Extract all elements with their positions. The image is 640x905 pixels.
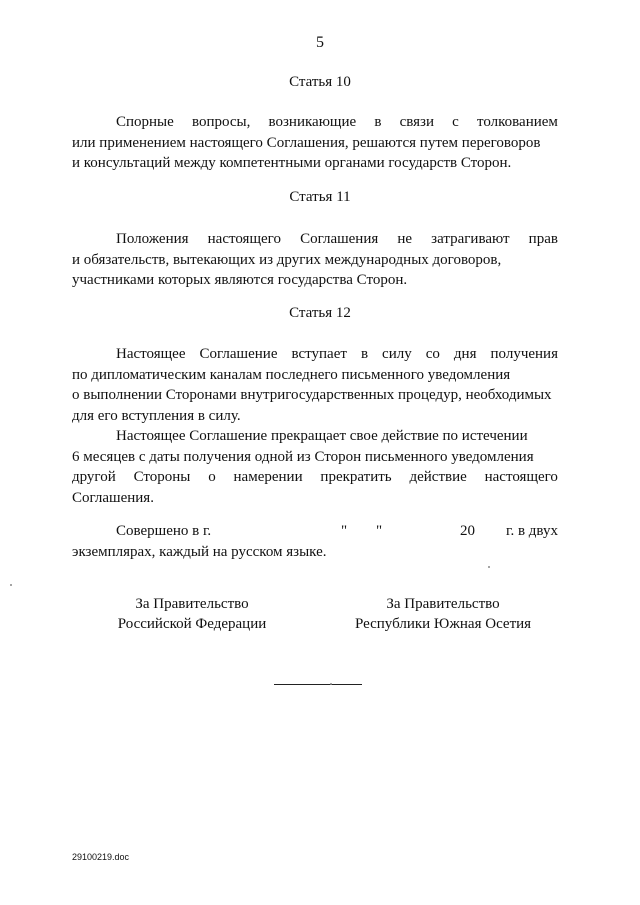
done-suffix: г. в двух [506,523,558,539]
footer-filename: 29100219.doc [72,852,130,862]
article-12-p1-line-2: по дипломатическим каналам последнего письменного уведомления [72,366,511,383]
article-12-p2-line-1: Настоящее Соглашение прекращает свое действие по истечении [116,428,528,444]
article-12-p2-line-3: другой Стороны о намерении прекратить действие настоящего [72,469,558,485]
article-11-line-3: участниками которых являются государства Сторон. [72,272,408,288]
signature-left: За Правительство Российской Федерации [117,596,267,632]
article-12-p1-line-1: Настоящее Соглашение вступает в силу со дня получения [116,346,558,362]
article-12-p1-line-4: для его вступления в силу. [72,407,241,424]
article-11-title: Статья 11 [289,189,351,205]
article-10-title: Статья 10 [289,74,351,90]
article-12-p1-line-3: о выполнении Сторонами внутригосударственных процедур, необходимых [72,387,552,403]
signature-right: За Правительство Республики Южная Осетия [354,596,532,632]
article-10-line-1: Спорные вопросы, возникающие в связи с толкованием [116,114,558,130]
article-11-line-1: Положения настоящего Соглашения не затрагивают прав [116,231,558,247]
done-year: 20 [460,523,475,539]
done-prefix: Совершено в г. [116,523,212,539]
article-12-title: Статья 12 [289,305,351,321]
done-quote-close: " [376,523,383,539]
scan-speck [488,566,490,568]
scan-speck [330,683,332,685]
done-quote-open: " [341,523,348,539]
end-divider [274,684,362,685]
article-12-p2-line-2: 6 месяцев с даты получения одной из Сторон письменного уведомления [72,448,534,465]
article-10-line-3: и консультаций между компетентными органами государств Сторон. [72,155,512,171]
article-12-p2-line-4: Соглашения. [72,489,154,506]
scan-speck [10,584,12,586]
done-line-2: экземплярах, каждый на русском языке. [72,543,327,560]
page-number: 5 [316,34,324,51]
article-10-line-2: или применением настоящего Соглашения, решаются путем переговоров [72,134,541,151]
article-11-line-2: и обязательств, вытекающих из других международных договоров, [72,251,502,268]
